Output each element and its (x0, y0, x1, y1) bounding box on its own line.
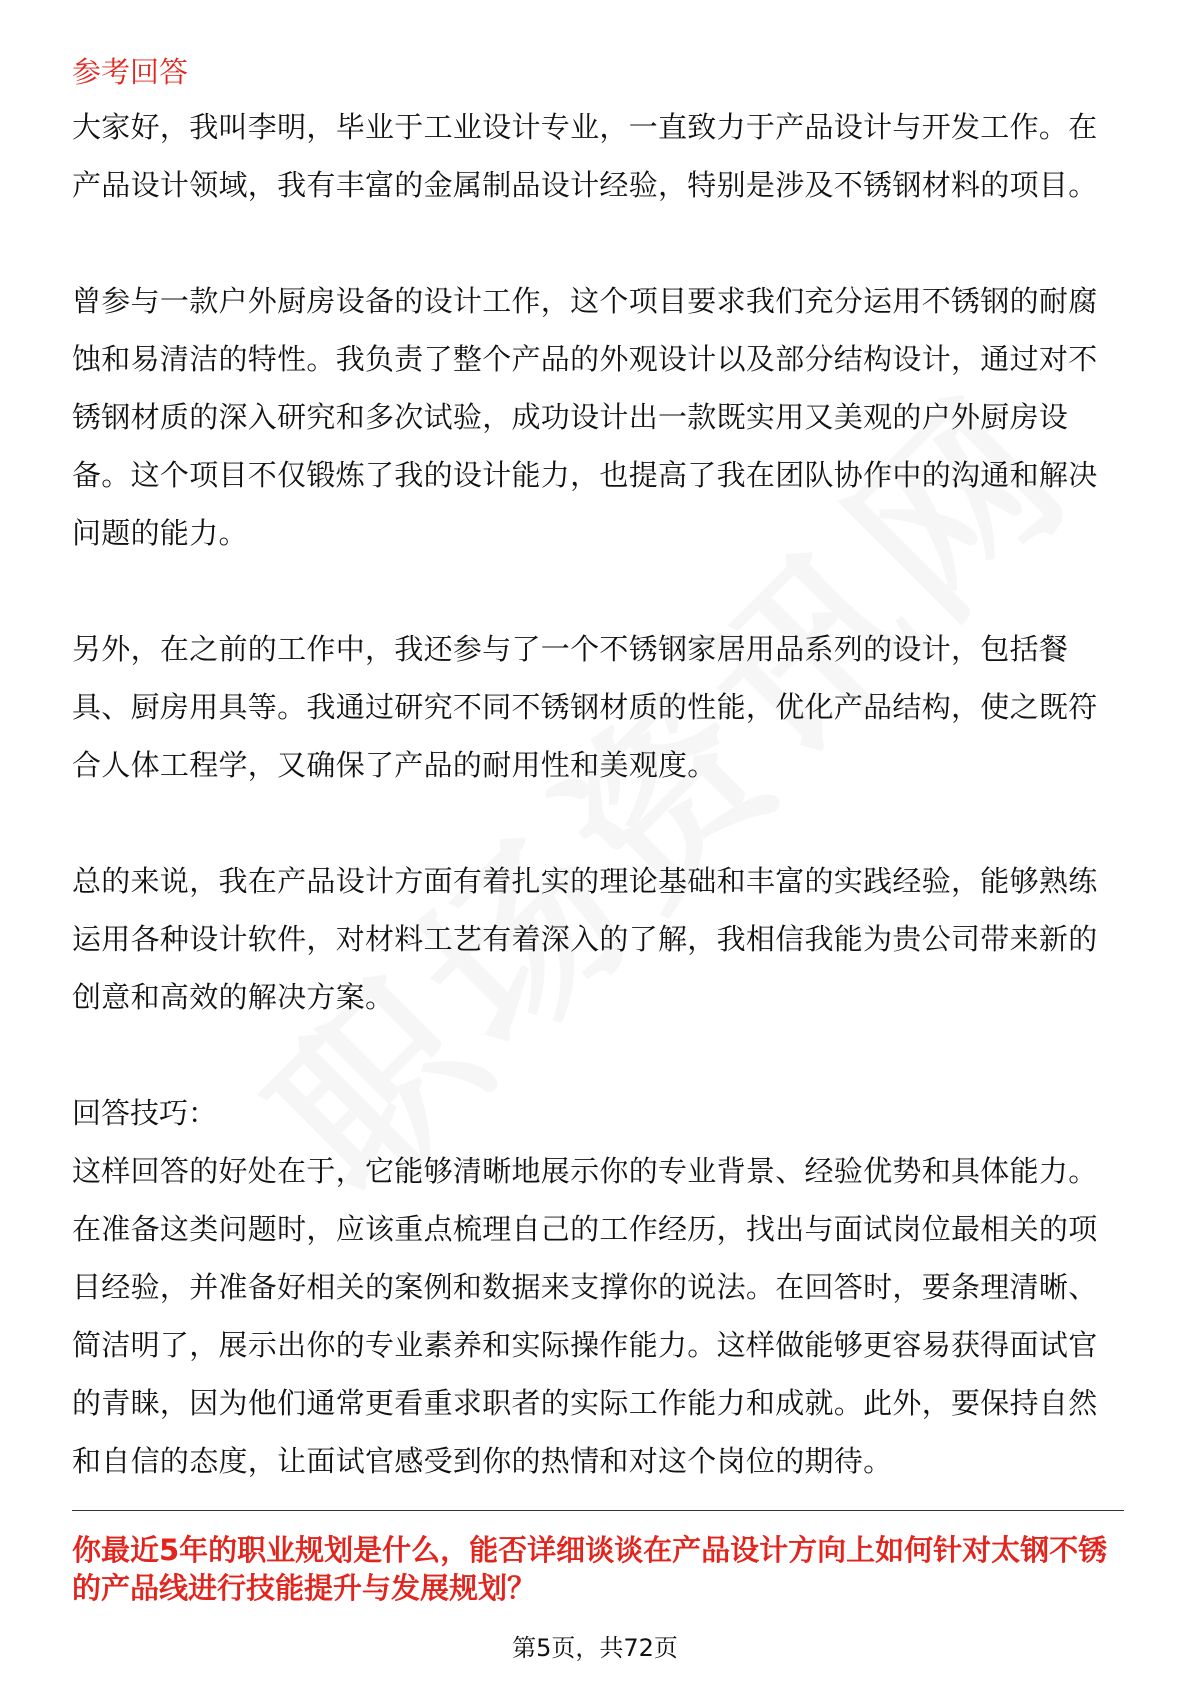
reference-answer-title: 参考回答 (72, 55, 189, 89)
tips-paragraph: 这样回答的好处在于，它能够清晰地展示你的专业背景、经验优势和具体能力。在准备这类问题时，应该重点梳理自己的工作经历，找出与面试岗位最相关的项目经验，并准备好相关的案例和数据来支撑你的说法。在回答时，要条理清晰、简洁明了，展示出你的专业素养和实际操作能力。这样做能够更容易获得面试官的青睐，因为他们通常更看重求职者的实际工作能力和成就。此外，要保持自然和自信的态度，让面试官感受到你的热情和对这个岗位的期待。 (72, 1154, 1098, 1478)
section-divider (72, 1510, 1124, 1511)
page-number: 第5页，共72页 (512, 1634, 678, 1662)
next-question: 你最近5年的职业规划是什么，能否详细谈谈在产品设计方向上如何针对太钢不锈的产品线进行技能提升与发展规划？ (72, 1533, 1108, 1605)
answer-paragraph-3: 另外，在之前的工作中，我还参与了一个不锈钢家居用品系列的设计，包括餐具、厨房用具等。我通过研究不同不锈钢材质的性能，优化产品结构，使之既符合人体工程学，又确保了产品的耐用性和美观度。 (72, 632, 1098, 782)
tips-title: 回答技巧： (72, 1096, 218, 1130)
answer-paragraph-4: 总的来说，我在产品设计方面有着扎实的理论基础和丰富的实践经验，能够熟练运用各种设计软件，对材料工艺有着深入的了解，我相信我能为贵公司带来新的创意和高效的解决方案。 (72, 864, 1098, 1014)
page-content (72, 46, 1124, 1490)
answer-paragraph-2: 曾参与一款户外厨房设备的设计工作，这个项目要求我们充分运用不锈钢的耐腐蚀和易清洁的特性。我负责了整个产品的外观设计以及部分结构设计，通过对不锈钢材质的深入研究和多次试验，成功设计出一款既实用又美观的户外厨房设备。这个项目不仅锻炼了我的设计能力，也提高了我在团队协作中的沟通和解决问题的能力。 (72, 284, 1098, 550)
answer-paragraph-1: 大家好，我叫李明，毕业于工业设计专业，一直致力于产品设计与开发工作。在产品设计领域，我有丰富的金属制品设计经验，特别是涉及不锈钢材料的项目。 (72, 110, 1098, 202)
